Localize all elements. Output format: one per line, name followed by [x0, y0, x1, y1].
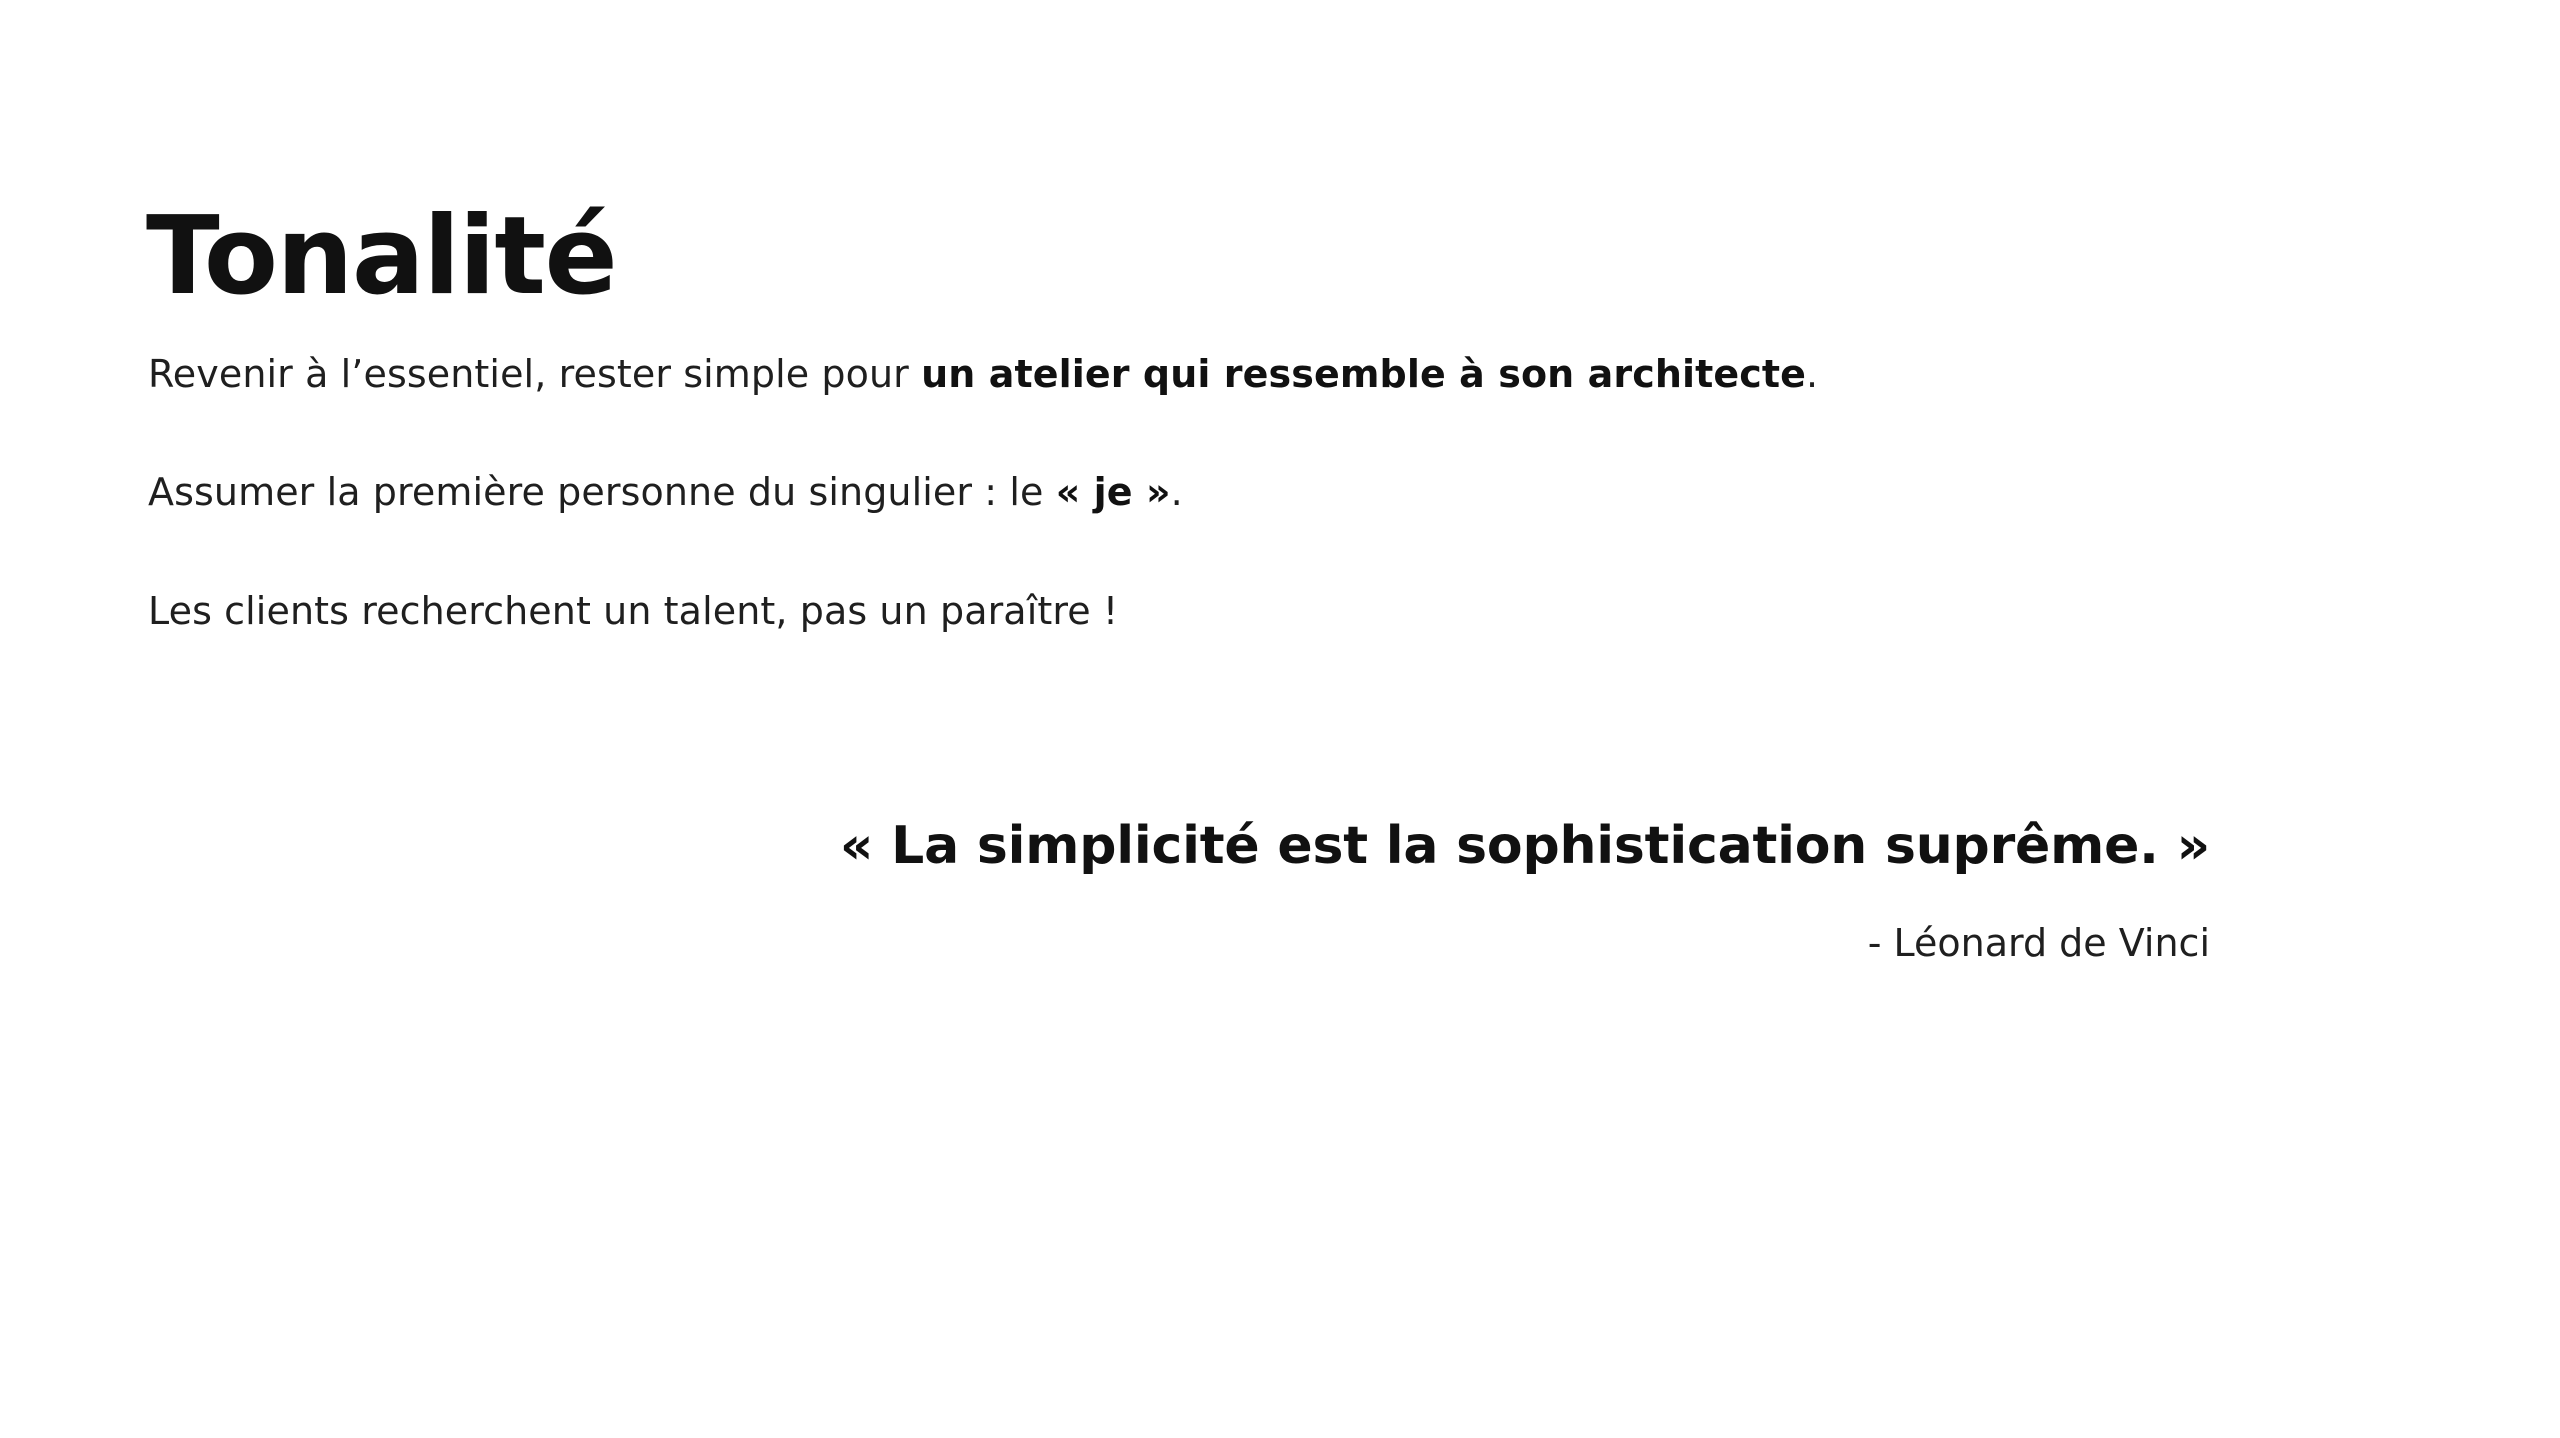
paragraph-2-strong: « je » — [1055, 470, 1171, 515]
paragraph-2-lead: Assumer la première personne du singulier : le — [148, 470, 1056, 515]
paragraph-2-tail: . — [1170, 470, 1183, 515]
paragraph-1-strong: un atelier qui ressemble à son architecte — [921, 352, 1807, 396]
quote-attribution: - Léonard de Vinci — [1867, 921, 2210, 966]
paragraph-2 — [148, 466, 2348, 518]
paragraph-1-tail: . — [1806, 352, 1819, 396]
paragraph-1-lead: Revenir à l’essentiel, rester simple pour — [148, 352, 922, 396]
body-text-block — [148, 348, 2348, 637]
quote-block — [0, 815, 2210, 967]
quote-text: « La simplicité est la sophistication suprême. » — [839, 816, 2210, 876]
paragraph-3 — [148, 585, 2348, 637]
paragraph-1 — [148, 348, 2348, 400]
paragraph-3-lead: Les clients recherchent un talent, pas un paraître ! — [148, 588, 1119, 633]
page-title: Tonalité — [146, 194, 617, 320]
